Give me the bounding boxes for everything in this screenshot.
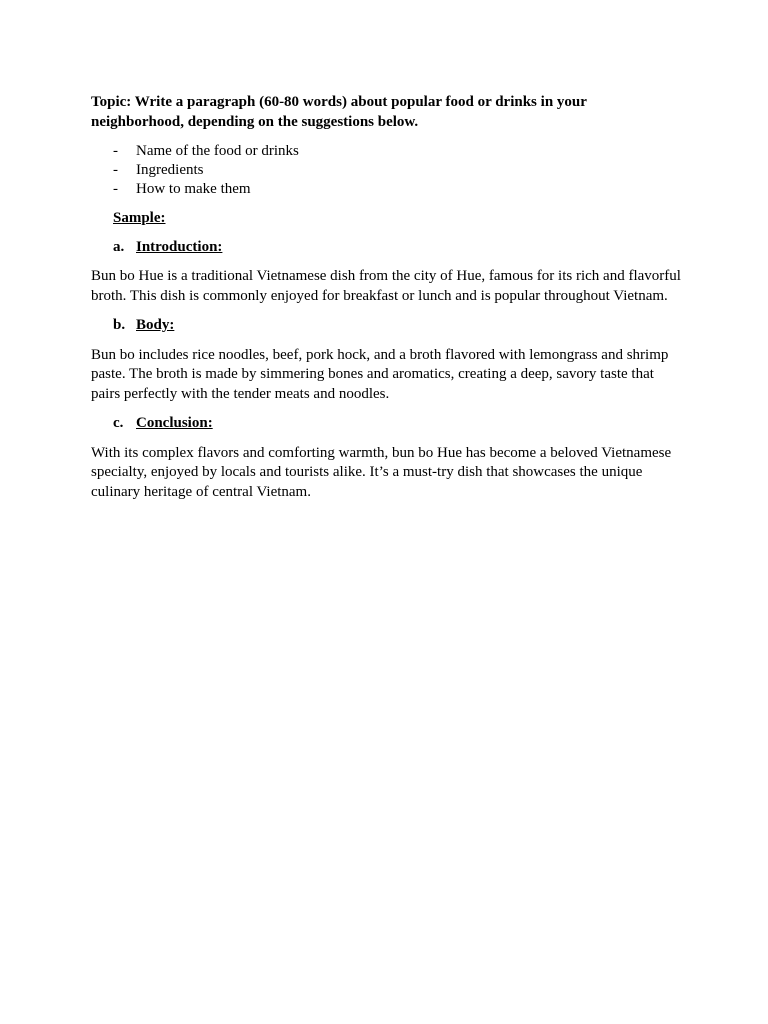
document-page xyxy=(91,93,681,512)
section-title: Conclusion: xyxy=(136,415,213,431)
list-dash: - xyxy=(113,181,118,197)
list-item-text: How to make them xyxy=(136,181,251,197)
body-paragraph: Bun bo includes rice noodles, beef, pork hock, and a broth flavored with lemongrass and shrimp paste. The broth is made by simmering bones and aromatics, creating a deep, savory taste that pairs perfectly with the tender meats and noodles. xyxy=(91,346,669,402)
list-item-text: Name of the food or drinks xyxy=(136,143,299,159)
section-title: Body: xyxy=(136,317,175,333)
list-dash: - xyxy=(113,143,118,159)
section-heading-body xyxy=(91,316,681,336)
suggestion-list xyxy=(91,142,681,199)
list-item xyxy=(91,180,681,199)
section-title: Introduction: xyxy=(136,238,223,255)
section-marker: c. xyxy=(113,415,124,431)
topic-heading: Topic: Write a paragraph (60-80 words) about popular food or drinks in your neighborhood, depending on the suggestions below. xyxy=(91,94,587,130)
list-item xyxy=(91,161,681,180)
conclusion-paragraph: With its complex flavors and comforting warmth, bun bo Hue has become a beloved Vietnamese specialty, enjoyed by locals and tourists alike. It’s a must-try dish that showcases the unique culinary heritage of central Vietnam. xyxy=(91,444,672,500)
list-item xyxy=(91,142,681,161)
sample-label: Sample: xyxy=(113,210,166,226)
list-item-text: Ingredients xyxy=(136,162,204,178)
section-marker: b. xyxy=(113,317,126,333)
section-marker: a. xyxy=(113,238,125,255)
section-heading-conclusion xyxy=(91,414,681,434)
introduction-paragraph: Bun bo Hue is a traditional Vietnamese dish from the city of Hue, famous for its rich and flavorful broth. This dish is commonly enjoyed for breakfast or lunch and is popular throughout Vietnam. xyxy=(91,268,681,304)
list-dash: - xyxy=(113,162,118,178)
section-heading-introduction xyxy=(91,238,681,258)
